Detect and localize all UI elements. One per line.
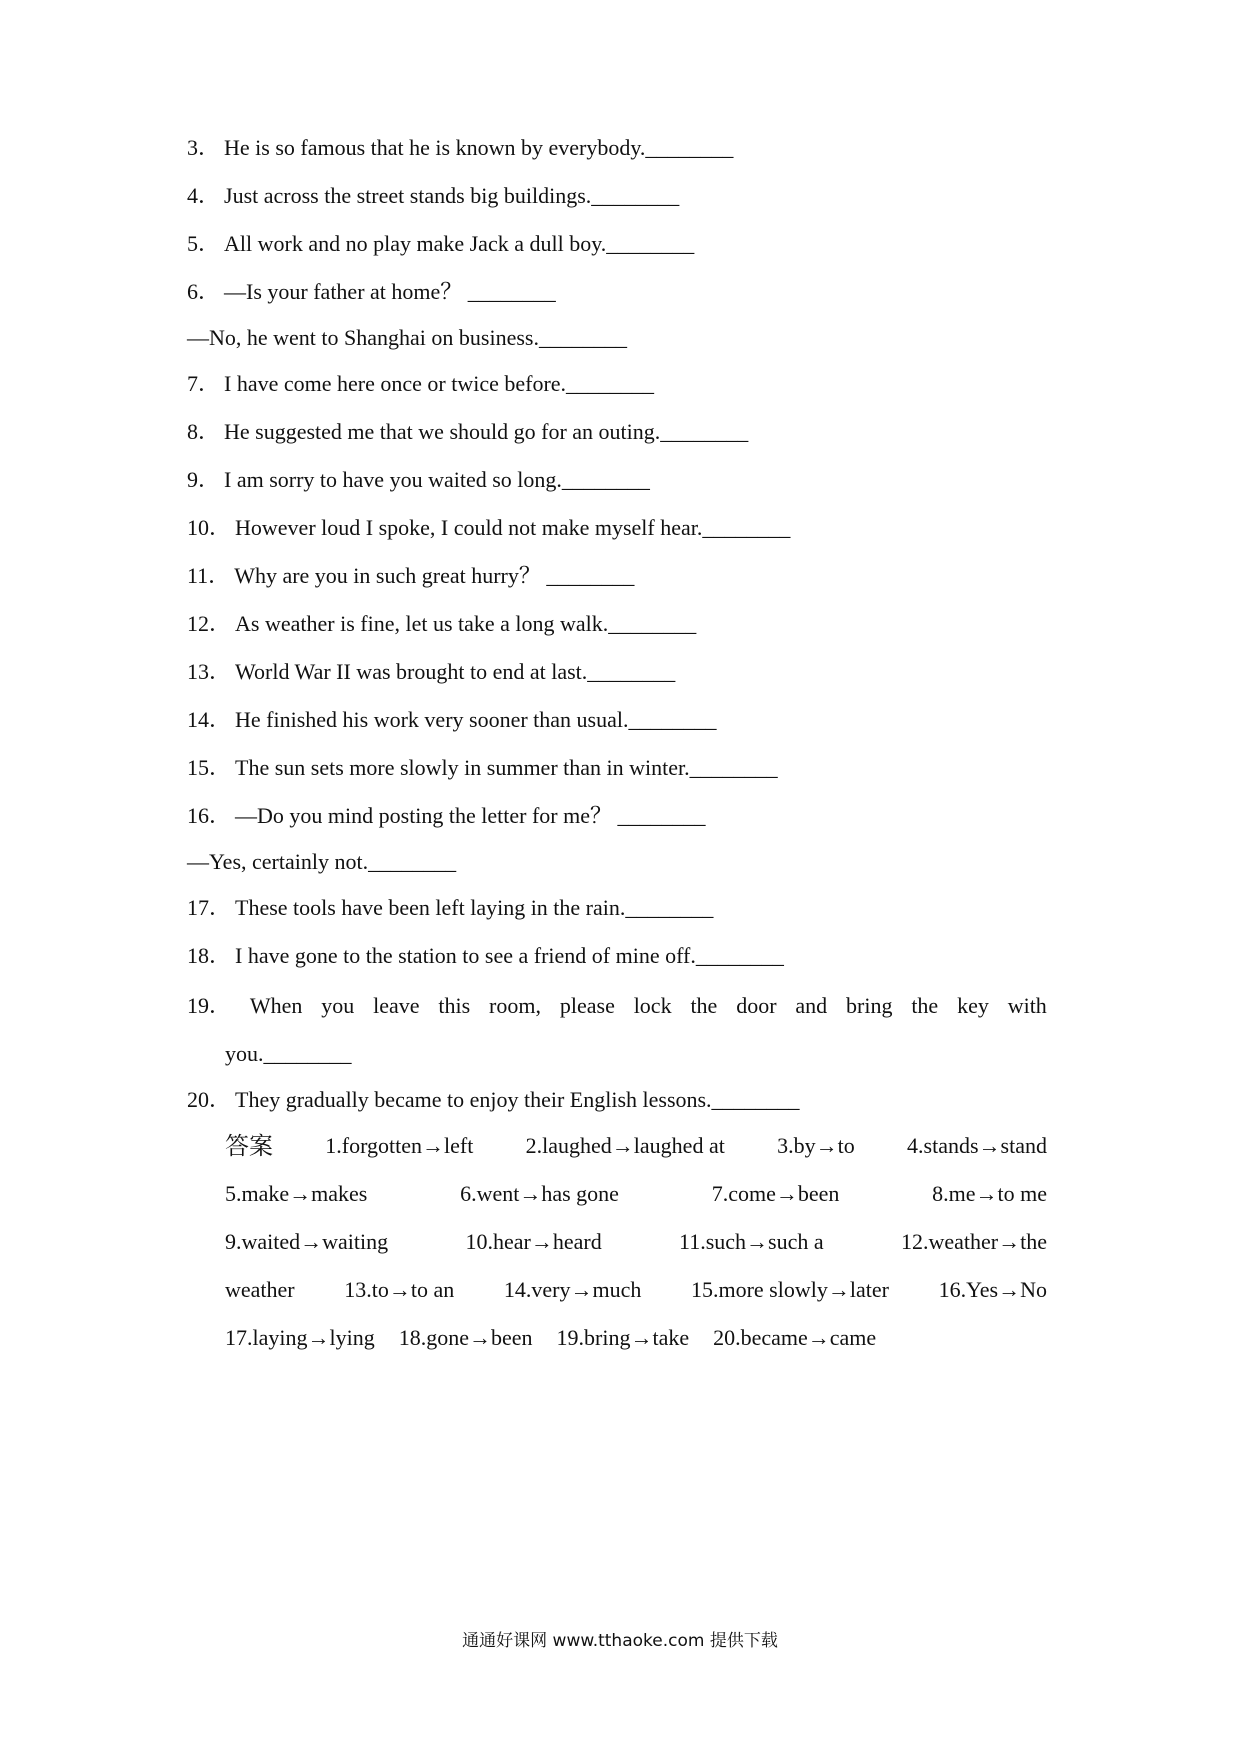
question-line [187,658,675,686]
question-number: 8． [187,419,221,444]
answer-item: 8.me→to me [932,1181,1047,1206]
answer-item: 3.by→to [777,1133,855,1158]
question-line [187,466,650,494]
answer-item: weather [225,1277,295,1302]
question-text: —Do you mind posting the letter for me？ ________ [235,803,706,828]
question-line [187,942,784,970]
answer-item: 10.hear→heard [465,1229,602,1254]
question-line [187,182,679,210]
question-line [187,706,717,734]
answer-item: 11.such→such a [679,1229,824,1254]
answers-row [225,1276,1047,1304]
question-word: with [1007,993,1047,1018]
answers-row [225,1324,900,1352]
question-word: lock [633,993,672,1018]
question-text: —Is your father at home？ ________ [224,279,556,304]
question-word: When [249,993,303,1018]
question-line [187,370,654,398]
question-word: and [795,993,828,1018]
question-line [187,418,748,446]
question-word: room, [489,993,541,1018]
question-line [187,610,696,638]
question-word: bring [846,993,893,1018]
answers-row [225,1132,1047,1160]
question-text: All work and no play make Jack a dull boy.________ [224,231,695,256]
question-number: 4． [187,183,221,208]
answer-item: 15.more slowly→later [690,1277,889,1302]
answer-item: 18.gone→been [398,1325,533,1350]
question-line [187,562,634,590]
answer-item: 2.laughed→laughed at [525,1133,725,1158]
question-line [187,230,694,258]
question-text: These tools have been left laying in the rain.________ [235,895,714,920]
answers-label: 答案 [225,1132,273,1160]
question-word: leave [373,993,420,1018]
answer-item: 12.weather→the [901,1229,1047,1254]
question-line [187,278,556,306]
answer-item: 5.make→makes [225,1181,368,1206]
question-word: door [736,993,777,1018]
question-text: —Yes, certainly not.________ [187,849,457,874]
answer-item: 6.went→has gone [460,1181,619,1206]
question-number: 13． [187,659,232,684]
answer-item: 14.very→much [503,1277,642,1302]
question-number: 7． [187,371,221,396]
answer-item: 4.stands→stand [907,1133,1047,1158]
question-text: I have come here once or twice before.________ [224,371,655,396]
question-line [187,324,627,352]
question-19-line [187,992,1047,1020]
question-text: As weather is fine, let us take a long walk.________ [235,611,697,636]
question-number: 14． [187,707,232,732]
question-number: 20． [187,1087,232,1112]
answer-item: 19.bring→take [556,1325,690,1350]
question-number: 11． [187,563,231,588]
question-number: 19． [187,993,232,1018]
question-line [187,1086,800,1114]
question-line [187,134,733,162]
question-text: Just across the street stands big buildings.________ [224,183,680,208]
question-word: key [957,993,989,1018]
answer-item: 13.to→to an [344,1277,455,1302]
answer-item: 16.Yes→No [938,1277,1047,1302]
question-number: 6． [187,279,221,304]
question-line [187,894,713,922]
question-line [187,754,778,782]
question-number: 3． [187,135,221,160]
question-number: 12． [187,611,232,636]
page-footer: 通通好课网 www.tthaoke.com 提供下载 [462,1631,778,1651]
question-number: 10． [187,515,232,540]
question-text: He suggested me that we should go for an outing.________ [224,419,749,444]
question-line [187,802,706,830]
question-word: the [690,993,718,1018]
answer-item: 1.forgotten→left [325,1133,474,1158]
question-text: I have gone to the station to see a friend of mine off.________ [235,943,784,968]
question-word: you [321,993,355,1018]
answer-item: 17.laying→lying [225,1325,375,1350]
question-text: They gradually became to enjoy their English lessons.________ [235,1087,800,1112]
question-number: 9． [187,467,221,492]
question-text: The sun sets more slowly in summer than in winter.________ [235,755,778,780]
question-text: —No, he went to Shanghai on business.________ [187,325,627,350]
question-word: the [911,993,939,1018]
question-19-continuation: you.________ [225,1041,352,1066]
question-number: 16． [187,803,232,828]
question-number: 5． [187,231,221,256]
question-word: this [438,993,471,1018]
answer-item: 9.waited→waiting [225,1229,389,1254]
question-text: Why are you in such great hurry？ ________ [234,563,635,588]
question-number: 18． [187,943,232,968]
question-text: He finished his work very sooner than usual.________ [235,707,717,732]
question-text: However loud I spoke, I could not make myself hear.________ [235,515,791,540]
question-text: He is so famous that he is known by everybody.________ [224,135,734,160]
answers-row [225,1180,1047,1208]
answer-item: 7.come→been [711,1181,840,1206]
question-number: 17． [187,895,232,920]
answer-item: 20.became→came [713,1325,877,1350]
question-text: World War II was brought to end at last.________ [235,659,676,684]
answers-row [225,1228,1047,1256]
question-number: 15． [187,755,232,780]
question-text: I am sorry to have you waited so long.________ [224,467,650,492]
question-line [187,848,456,876]
question-line [187,514,790,542]
question-word: please [559,993,615,1018]
